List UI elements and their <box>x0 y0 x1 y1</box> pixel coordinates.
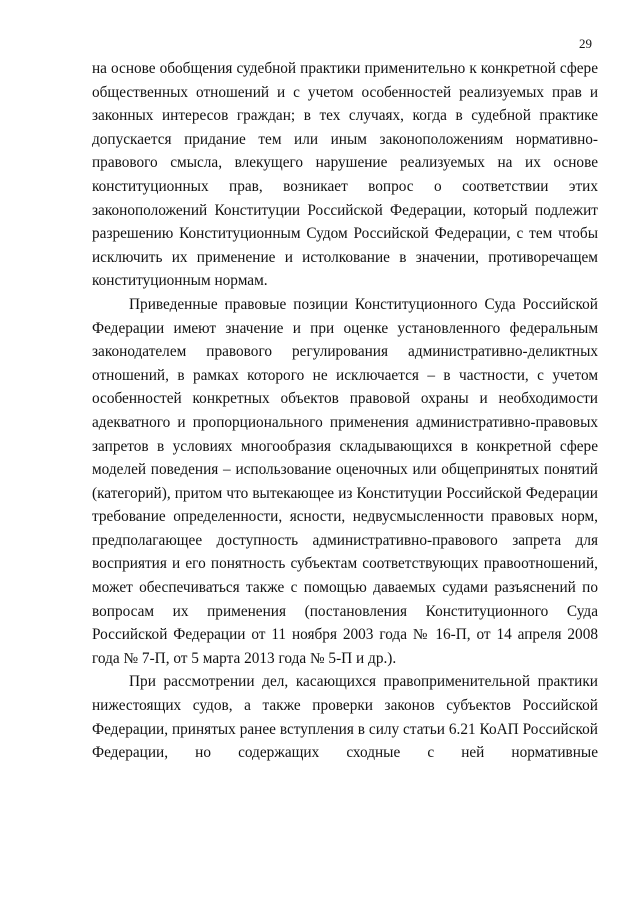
paragraph-continuation: на основе обобщения судебной практики применительно к конкретной сфере общественных отношений и с учетом особенностей реализуемых прав и законных интересов граждан; в тех случаях, когда в судебной практике допускается придание тем или иным законоположениям нормативно-правового смысла, влекущего нарушение реализуемых на их основе конституционных прав, возникает вопрос о соответствии этих законоположений Конституции Российской Федерации, который подлежит разрешению Конституционным Судом Российской Федерации, с тем чтобы исключить их применение и истолкование в значении, противоречащем конституционным нормам. <box>92 60 598 290</box>
page-number: 29 <box>579 36 592 51</box>
paragraph-consideration-of-cases: При рассмотрении дел, касающихся правоприменительной практики нижестоящих судов, а также проверки законов субъектов Российской Федерации, принятых ранее вступления в силу статьи 6.21 КоАП Российской Федерации, но содержащих сходные с ней нормативные <box>92 673 598 762</box>
paragraph-legal-positions: Приведенные правовые позиции Конституционного Суда Российской Федерации имеют значение и при оценке установленного федеральным законодателем правового регулирования административно-деликтных отношений, в рамках которого не исключается – в частности, с учетом особенностей конкретных объектов правовой охраны и необходимости адекватного и пропорционального применения административно-правовых запретов в условиях многообразия складывающихся в конкретной сфере моделей поведения – использование оценочных или общепринятых понятий (категорий), притом что вытекающее из Конституции Российской Федерации требование определенности, ясности, недвусмысленности правовых норм, предполагающее доступность административно-правового запрета для восприятия и его понятность субъектам соответствующих правоотношений, может обеспечиваться также с помощью даваемых судами разъяснений по вопросам их применения (постановления Конституционного Суда Российской Федерации от 11 ноября 2003 года № 16-П, от 14 апреля 2008 года № 7-П, от 5 марта 2013 года № 5-П и др.). <box>92 295 598 667</box>
document-body <box>92 57 598 765</box>
